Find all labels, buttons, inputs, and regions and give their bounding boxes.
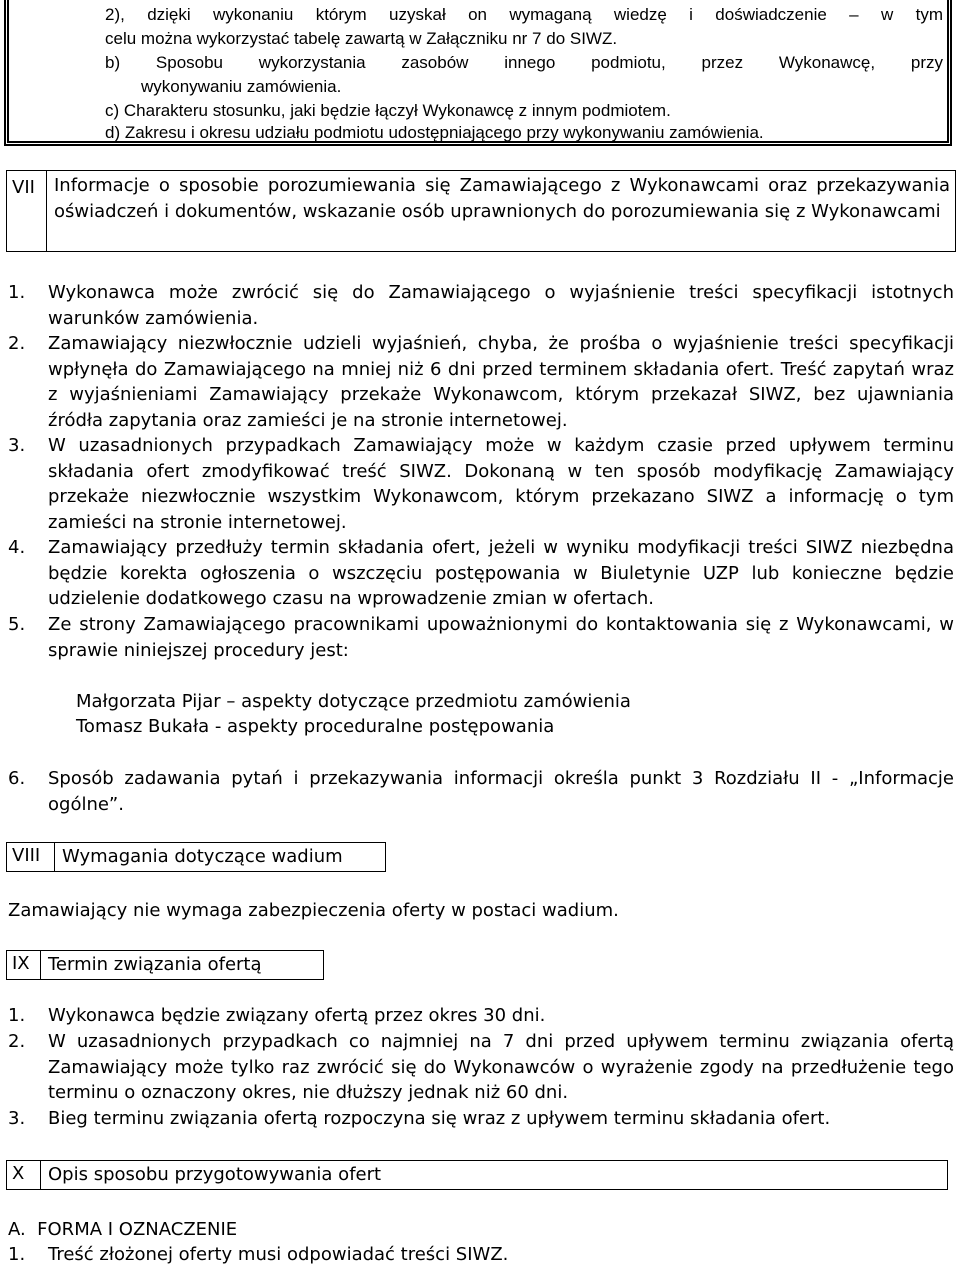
- contact-person: Tomasz Bukała - aspekty proceduralne postępowania: [76, 716, 555, 737]
- box-line: 2), dzięki wykonaniu którym uzyskał on wymaganą wiedzę i doświadczenie – w tym: [105, 5, 943, 24]
- list-number: 1.: [8, 1244, 26, 1265]
- section-body: Zamawiający nie wymaga zabezpieczenia oferty w postaci wadium.: [8, 900, 619, 921]
- section-title: Opis sposobu przygotowywania ofert: [48, 1164, 382, 1185]
- list-item: Treść złożonej oferty musi odpowiadać treści SIWZ.: [48, 1244, 509, 1265]
- list-item: W uzasadnionych przypadkach Zamawiający może w każdym czasie przed upływem terminu składania ofert zmodyfikować treść SIWZ. Dokonaną w ten sposób modyfikację Zamawiający przekaże niezwłocznie wszystkim Wykonawcom, którym przekazano SIWZ a informację o tym zamieści na stronie internetowej.: [48, 435, 954, 533]
- section-number: X: [7, 1161, 41, 1189]
- list-number: 6.: [8, 768, 26, 789]
- list-number: 4.: [8, 537, 26, 558]
- section-number: VIII: [7, 843, 55, 871]
- list-item: Ze strony Zamawiającego pracownikami upoważnionymi do kontaktowania się z Wykonawcami, w sprawie niniejszej procedury jest:: [48, 614, 954, 661]
- section-number: VII: [7, 171, 47, 251]
- list-item: Sposób zadawania pytań i przekazywania informacji określa punkt 3 Rozdziału II - „Informacje ogólne”.: [48, 768, 954, 815]
- list-number: 3.: [8, 1108, 26, 1129]
- list-number: 3.: [8, 435, 26, 456]
- section-title: Termin związania ofertą: [48, 954, 262, 975]
- section-header-viii: [6, 842, 386, 872]
- contact-person: Małgorzata Pijar – aspekty dotyczące przedmiotu zamówienia: [76, 691, 631, 712]
- box-line: c) Charakteru stosunku, jaki będzie łączył Wykonawcę z innym podmiotem.: [105, 101, 671, 120]
- list-item: Bieg terminu związania ofertą rozpoczyna się wraz z upływem terminu składania ofert.: [48, 1108, 831, 1129]
- box-line: d) Zakresu i okresu udziału podmiotu udostępniającego przy wykonywaniu zamówienia.: [105, 123, 764, 142]
- list-number: 5.: [8, 614, 26, 635]
- section-title: Informacje o sposobie porozumiewania się Zamawiającego z Wykonawcami oraz przekazywania oświadczeń i dokumentów, wskazanie osób uprawnionych do porozumiewania się z Wykonawcami: [54, 175, 950, 222]
- section-header-ix: [6, 950, 324, 980]
- list-number: 1.: [8, 1005, 26, 1026]
- list-number: 2.: [8, 333, 26, 354]
- subheading: A. FORMA I OZNACZENIE: [8, 1219, 238, 1240]
- list-item: W uzasadnionych przypadkach co najmniej na 7 dni przed upływem terminu związania ofertą Zamawiający może tylko raz zwrócić się do Wykonawców o wyrażenie zgody na przedłużenie tego terminu o oznaczony okres, nie dłuższy jednak niż 60 dni.: [48, 1031, 954, 1103]
- box-line: celu można wykorzystać tabelę zawartą w Załączniku nr 7 do SIWZ.: [105, 29, 618, 48]
- section-title: Wymagania dotyczące wadium: [62, 846, 343, 867]
- section-number: IX: [7, 951, 41, 979]
- box-line: b) Sposobu wykorzystania zasobów innego podmiotu, przez Wykonawcę, przy: [105, 53, 943, 72]
- list-item: Wykonawca będzie związany ofertą przez okres 30 dni.: [48, 1005, 546, 1026]
- list-number: 2.: [8, 1031, 26, 1052]
- section-header-x: [6, 1160, 948, 1190]
- list-item: Zamawiający niezwłocznie udzieli wyjaśnień, chyba, że prośba o wyjaśnienie treści specyfikacji wpłynęła do Zamawiającego na mniej niż 6 dni przed terminem składania ofert. Treść zapytań wraz z wyjaśnieniami Zamawiający przekaże Wykonawcom, którym przekazał SIWZ, bez ujawniania źródła zapytania oraz zamieści je na stronie internetowej.: [48, 333, 954, 431]
- list-item: Wykonawca może zwrócić się do Zamawiającego o wyjaśnienie treści specyfikacji istotnych warunków zamówienia.: [48, 282, 954, 329]
- criteria-box: [4, 0, 952, 146]
- list-item: Zamawiający przedłuży termin składania ofert, jeżeli w wyniku modyfikacji treści SIWZ niezbędna będzie korekta ogłoszenia o wszczęciu postępowania w Biuletynie UZP lub konieczne będzie udzielenie dodatkowego czasu na wprowadzenie zmian w ofertach.: [48, 537, 954, 609]
- list-number: 1.: [8, 282, 26, 303]
- box-line: wykonywaniu zamówienia.: [141, 77, 342, 96]
- section-header-vii: [6, 170, 956, 252]
